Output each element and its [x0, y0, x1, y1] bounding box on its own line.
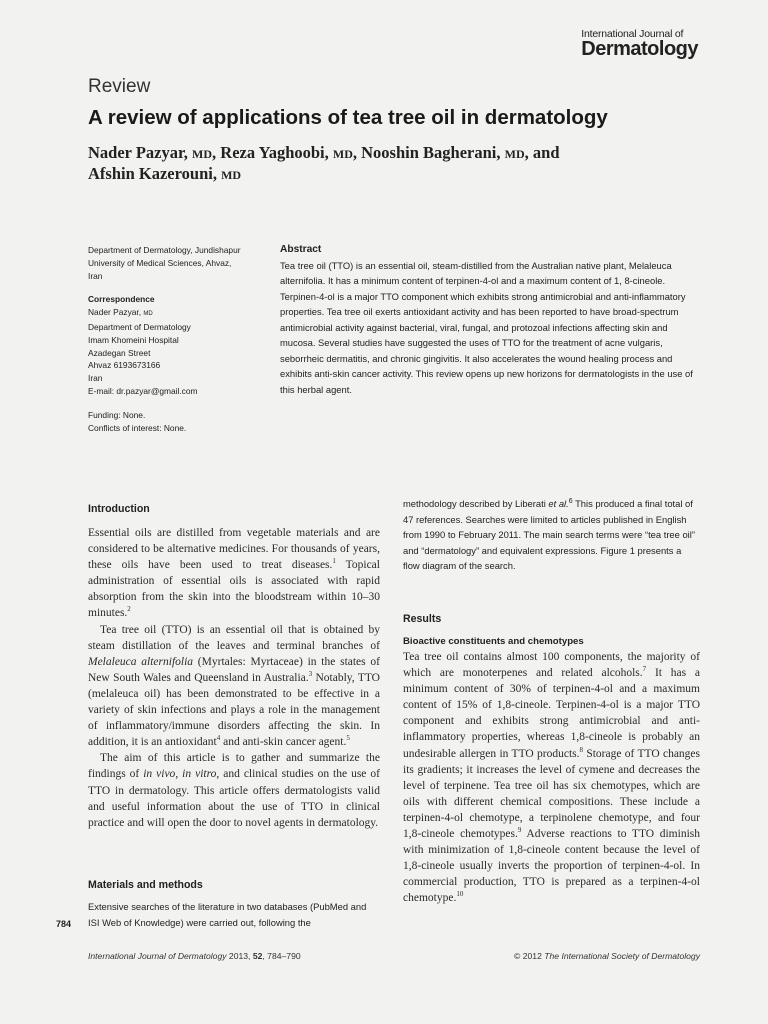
copyright-holder: The International Society of Dermatology [544, 951, 700, 961]
department-affiliation: Department of Dermatology, Jundishapur University of Medical Sciences, Ahvaz, Iran [88, 245, 241, 281]
paragraph [88, 525, 380, 622]
citation-ref: 8 [579, 745, 584, 754]
article-type-label: Review [88, 76, 151, 97]
copyright-prefix: © 2012 [514, 951, 545, 961]
abstract-heading: Abstract [280, 244, 322, 255]
footer-journal: International Journal of Dermatology [88, 951, 227, 961]
author-conjunction: and [532, 143, 560, 162]
text-run: This produced a final total of 47 references. Searches were limited to articles published in English from 1990 to February 2011. The main search terms were “tea tree oil” and “dermatology” and equivalent expressions. Figure 1 presents a flow diagram of the search. [403, 498, 695, 571]
text-run: Storage of TTO changes its gradients; it increases the level of cymene and decreases the level of terpinene. Tea tree oil has six chemotypes, which are oils with different chemical compositions. These include a terpinen-4-ol chemotype, a terpinolene chemotype, and four 1,8-cineole chemotypes. [403, 747, 701, 841]
footer-volume: 52 [252, 951, 263, 961]
journal-masthead [581, 28, 698, 58]
author-degree: md [192, 143, 213, 162]
correspondence-heading: Correspondence [88, 294, 155, 305]
paragraph [403, 649, 700, 907]
abstract-block [280, 242, 700, 397]
citation-ref: 6 [568, 497, 573, 505]
text-run: (Myrtales: Myrtaceae) in the states of New South Wales and Queensland in Australia. [88, 655, 380, 684]
author-name: Afshin Kazerouni, [88, 164, 217, 183]
citation-ref: 1 [332, 557, 336, 566]
author-degree: md [332, 143, 353, 162]
introduction-body [88, 525, 380, 831]
conflicts-statement: Conflicts of interest: None. [88, 422, 187, 433]
correspondence-line: Ahvaz 6193673166 [88, 360, 161, 371]
journal-name-line1: International Journal of [581, 28, 684, 40]
species-name: Melaleuca alternifolia [88, 655, 194, 668]
methods-heading: Materials and methods [88, 879, 203, 891]
correspondence-degree: MD [143, 311, 153, 318]
correspondence-author: Nader Pazyar, [88, 307, 142, 318]
page-number: 784 [56, 919, 72, 929]
introduction-heading: Introduction [88, 503, 150, 515]
introduction-section [88, 503, 380, 831]
italic-term: in vivo [143, 768, 176, 781]
affiliation-sidebar [88, 244, 248, 434]
text-run: , [175, 768, 183, 781]
results-section [403, 613, 700, 907]
footer-pages: , 784–790 [262, 951, 301, 961]
abstract-text: Tea tree oil (TTO) is an essential oil, steam-distilled from the Australian native plant, Melaleuca alternifolia. It has a minimum content of terpinen-4-ol and a maximum content of 1, 8-cineole. Terpinen-4-ol is a major TTO component which exhibits strong antimicrobial and anti-inflammatory properties. Tea tree oil exerts antioxidant activity and has been reported to have broad-spectrum antimicrobial activity against bacterial, viral, fungal, and protozoal infections affecting skin and mucosa. Several studies have suggested the uses of TTO for the treatment of acne vulgaris, seborrheic dermatitis, and chronic gingivitis. It also accelerates the wound healing process and exhibits anti-skin cancer activity. This review opens up new horizons for dermatologists in the use of this herbal agent. [280, 259, 693, 395]
author-list: Nader Pazyar, md, Reza Yaghoobi, md, Nooshin Bagherani, md, and Afshin Kazerouni, md [88, 143, 560, 183]
text-run: The aim of this article is to gather and summarize the findings of [88, 752, 380, 781]
citation-ref: 2 [127, 605, 131, 614]
text-run: and anti-skin cancer agent. [220, 736, 347, 749]
text-run: Essential oils are distilled from vegetable materials and are considered to be alternative medicines. For thousands of years, these oils have been used to treat diseases. [88, 527, 380, 572]
text-run: , and clinical studies on the use of TTO in dermatology. This article offers dermatologists valid and useful information about the use of TTO in clinical practice and will open the door to novel agents in dermatology. [88, 768, 380, 829]
results-heading: Results [403, 613, 442, 625]
author-degree: md [221, 164, 242, 183]
correspondence-line: Azadegan Street [88, 347, 151, 358]
footer-copyright [514, 951, 700, 961]
results-body [403, 649, 700, 907]
author-degree: md [504, 143, 525, 162]
methods-text: Extensive searches of the literature in two databases (PubMed and ISI Web of Knowledge) were carried out, following the [88, 901, 367, 928]
correspondence-line: Iran [88, 373, 103, 384]
text-run: Notably, TTO (melaleuca oil) has been demonstrated to be effective in a variety of skin infections and plays a role in the management of inflammatory/immune disorders affecting the skin. In addition, it is an antioxidant [88, 671, 380, 749]
italic-term: in vitro [182, 768, 217, 781]
article-title: A review of applications of tea tree oil in dermatology [88, 106, 608, 129]
footer-citation [88, 951, 301, 961]
correspondence-line: Imam Khomeini Hospital [88, 334, 179, 345]
italic-term: et al. [548, 498, 569, 509]
text-run: Tea tree oil contains almost 100 components, the majority of which are monoterpenes and related alcohols. [403, 651, 700, 680]
footer-year: 2013, [226, 951, 253, 961]
paragraph [88, 750, 380, 830]
text-run: Topical administration of essential oils is associated with rapid absorption from the skin into the bloodstream within 10–30 minutes. [88, 559, 380, 620]
methods-continued [403, 496, 700, 574]
paragraph [88, 622, 380, 751]
author-name: Nooshin Bagherani, [361, 143, 501, 162]
citation-ref: 5 [346, 734, 350, 743]
text-run: methodology described by Liberati [403, 498, 549, 509]
author-name: Reza Yaghoobi, [220, 143, 329, 162]
correspondence-email: E-mail: dr.pazyar@gmail.com [88, 385, 198, 396]
funding-statement: Funding: None. [88, 409, 146, 420]
journal-name-line2: Dermatology [581, 38, 698, 60]
methods-section [88, 879, 380, 930]
text-run: Tea tree oil (TTO) is an essential oil that is obtained by steam distillation of the leaves and terminal branches of [88, 623, 380, 652]
text-run: Adverse reactions to TTO diminish with minimization of 1,8-cineole content because the level of 1,8-cineole usually inverts the proportion of terpinen-4-ol. In commercial production, TTO is prepared as a terpinen-4-ol chemotype. [403, 828, 700, 905]
results-subheading: Bioactive constituents and chemotypes [403, 636, 584, 647]
correspondence-name [88, 306, 248, 321]
citation-ref: 7 [642, 665, 647, 674]
text-run: It has a minimum content of 30% of terpinen-4-ol and a maximum content of 15% of 1,8-cineole. Terpinen-4-ol is a major TTO component and exhibits strong antimicrobial and anti-inflammatory properties, whereas 1,8-cineole is probably an undesirable allergen in TTO products. [403, 667, 700, 760]
citation-ref: 9 [517, 826, 522, 835]
author-name: Nader Pazyar, [88, 143, 188, 162]
citation-ref: 4 [216, 734, 221, 743]
citation-ref: 3 [308, 670, 313, 679]
citation-ref: 10 [456, 890, 464, 899]
correspondence-line: Department of Dermatology [88, 321, 191, 332]
